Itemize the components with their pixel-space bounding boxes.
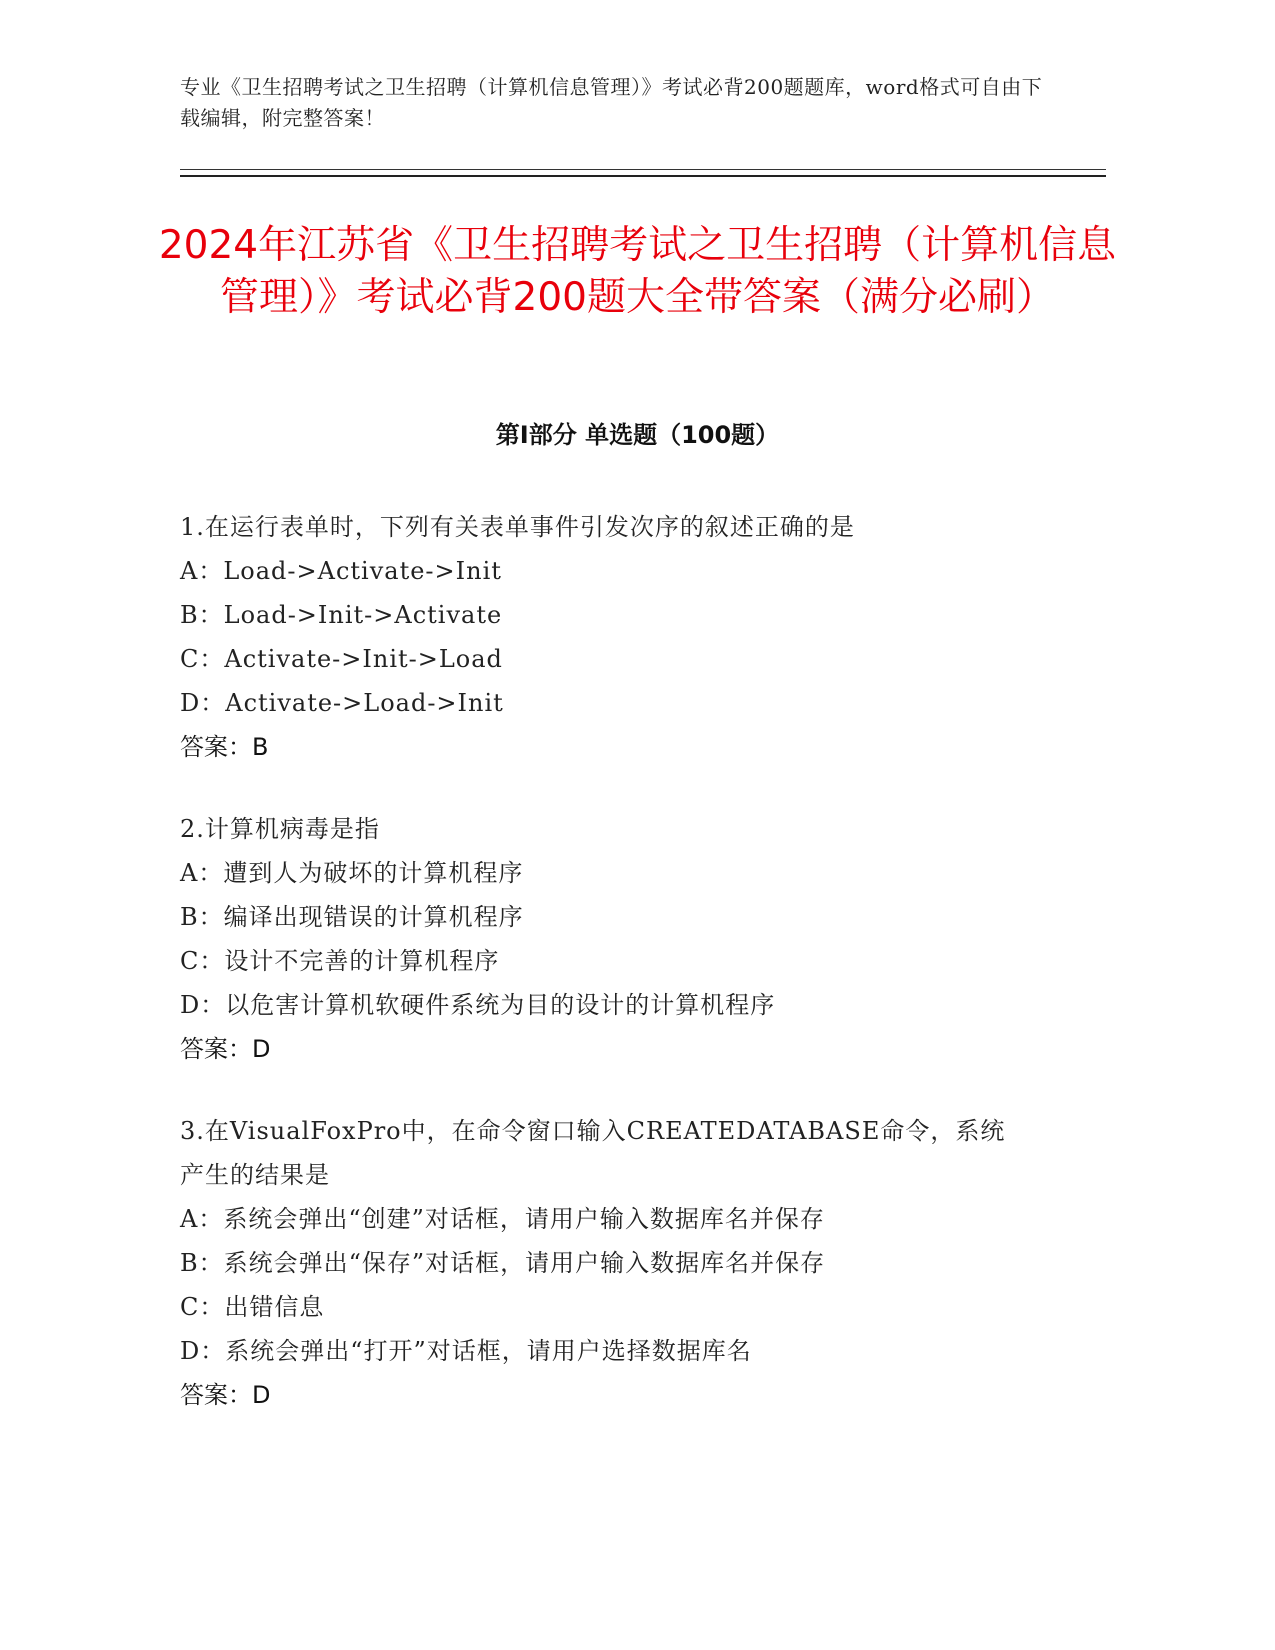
option-a: A：系统会弹出“创建”对话框，请用户输入数据库名并保存 [180,1205,825,1233]
answer-line: 答案：D [180,1035,271,1063]
question-list [180,505,1060,1455]
header-rule-thick [180,175,1106,177]
option-c: C：Activate->Init->Load [180,645,503,673]
option-c: C：设计不完善的计算机程序 [180,947,500,975]
question-stem: 1.在运行表单时，下列有关表单事件引发次序的叙述正确的是 [180,513,855,541]
question-stem: 2.计算机病毒是指 [180,815,380,843]
answer-line: 答案：D [180,1381,271,1409]
answer-line: 答案：B [180,733,269,761]
option-b: B：系统会弹出“保存”对话框，请用户输入数据库名并保存 [180,1249,826,1277]
option-d: D：以危害计算机软硬件系统为目的设计的计算机程序 [180,991,776,1019]
question-3 [180,1109,1060,1417]
question-2 [180,807,1060,1071]
document-title: 2024年江苏省《卫生招聘考试之卫生招聘（计算机信息管理）》考试必背200题大全带答案（满分必刷） [158,223,1117,320]
header-note: 专业《卫生招聘考试之卫生招聘（计算机信息管理）》考试必背200题题库，word格式可自由下载编辑，附完整答案！ [180,75,1043,130]
option-c: C：出错信息 [180,1293,325,1321]
option-d: D：Activate->Load->Init [180,689,504,717]
option-b: B：Load->Init->Activate [180,601,503,629]
option-b: B：编译出现错误的计算机程序 [180,903,524,931]
question-1 [180,505,1060,769]
header-rule-thin [180,169,1106,170]
section-heading: 第Ⅰ部分 单选题（100题） [495,421,780,449]
option-d: D：系统会弹出“打开”对话框，请用户选择数据库名 [180,1337,752,1365]
option-a: A：遭到人为破坏的计算机程序 [180,859,524,887]
question-stem: 3.在VisualFoxPro中，在命令窗口输入CREATEDATABASE命令，系统产生的结果是 [180,1117,1006,1189]
option-a: A：Load->Activate->Init [180,557,502,585]
